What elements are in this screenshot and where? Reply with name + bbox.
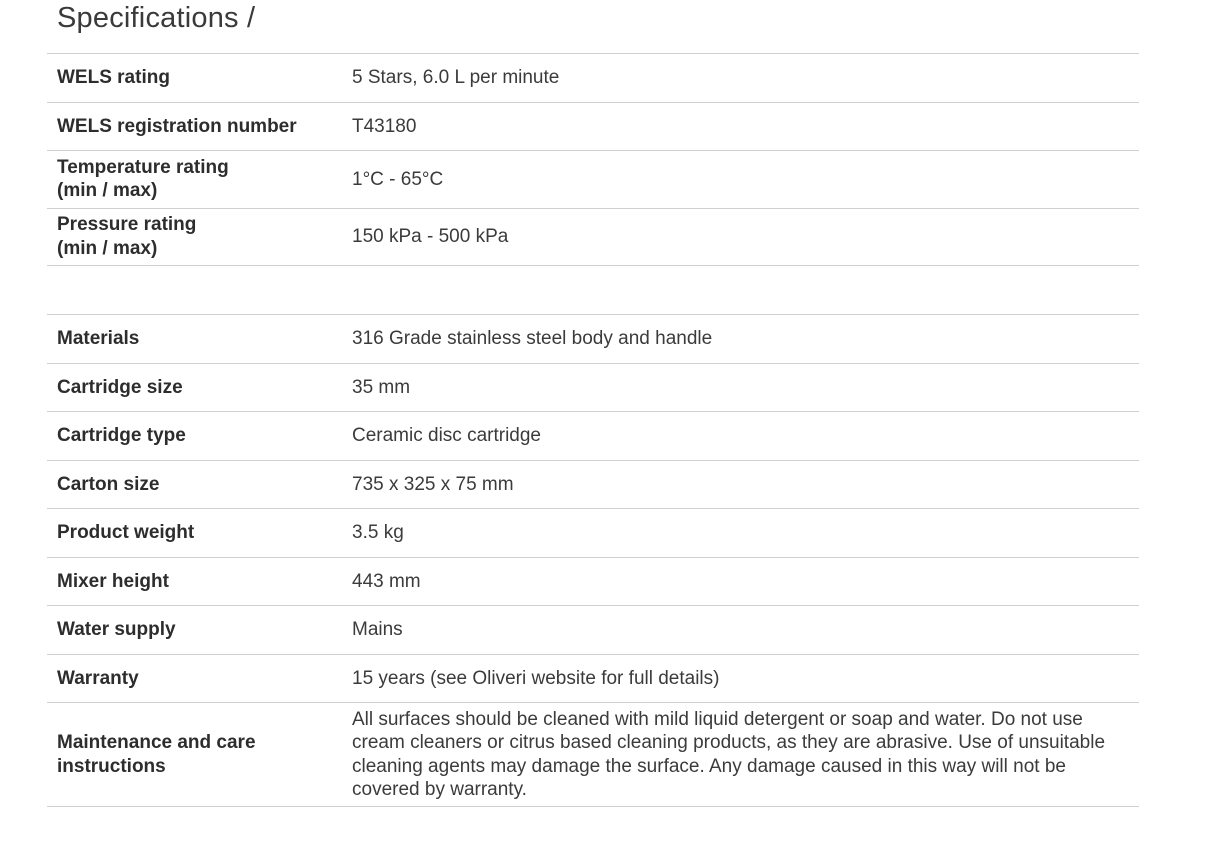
spec-label-line: Maintenance and care: [57, 732, 256, 753]
spec-label: Materials: [57, 328, 140, 349]
spec-value-line: cream cleaners or citrus based cleaning products, as they are abrasive. Use of unsuitable: [352, 732, 1106, 753]
spec-value: 1°C - 65°C: [352, 168, 444, 190]
spec-label-line: Temperature rating: [57, 156, 229, 178]
spec-value: T43180: [352, 115, 417, 137]
spec-row-cartridge-type: [47, 412, 1139, 461]
spec-label: Warranty: [57, 667, 139, 689]
spec-row-product-weight: [47, 509, 1139, 558]
spec-row-warranty: [47, 654, 1139, 703]
spec-row-materials: [47, 315, 1139, 364]
spec-row-carton-size: [47, 460, 1139, 509]
page-title: Specifications /: [57, 2, 256, 34]
spec-value-line: cleaning agents may damage the surface. Any damage caused in this way will not be: [352, 755, 1066, 777]
spec-value: Mains: [352, 619, 403, 640]
spec-value: [352, 703, 1139, 807]
spec-value: 35 mm: [352, 376, 411, 398]
spec-value: 443 mm: [352, 570, 421, 592]
spec-label: [47, 703, 352, 807]
spec-label: WELS rating: [57, 67, 170, 88]
spec-value: 15 years (see Oliveri website for full details): [352, 667, 720, 689]
spec-label: WELS registration number: [57, 115, 297, 137]
spec-row-cartridge-size: [47, 363, 1139, 412]
spec-label: Cartridge size: [57, 376, 183, 398]
spec-value: 3.5 kg: [352, 522, 404, 543]
spec-row-temperature-rating: [47, 151, 1139, 209]
spec-row-water-supply: [47, 606, 1139, 655]
spec-label: Product weight: [57, 522, 195, 543]
spec-value: 150 kPa - 500 kPa: [352, 226, 509, 247]
spec-row-maintenance: [47, 703, 1139, 807]
spec-label: [47, 151, 352, 209]
spec-value-line: All surfaces should be cleaned with mild liquid detergent or soap and water. Do not use: [352, 708, 1083, 730]
spec-value-line: covered by warranty.: [352, 779, 527, 800]
spec-row-wels-registration: [47, 102, 1139, 151]
spec-row-mixer-height: [47, 557, 1139, 606]
spec-label: Mixer height: [57, 570, 169, 592]
spec-value: 316 Grade stainless steel body and handle: [352, 328, 713, 349]
spec-table-performance: [47, 53, 1139, 266]
spec-label: Water supply: [57, 619, 176, 640]
spec-label: [47, 208, 352, 266]
spec-label-line: (min / max): [57, 237, 158, 259]
spec-value: 5 Stars, 6.0 L per minute: [352, 67, 560, 88]
spec-value: Ceramic disc cartridge: [352, 425, 541, 446]
spec-label-line: instructions: [57, 755, 166, 777]
spec-label: Carton size: [57, 473, 160, 495]
spec-row-pressure-rating: [47, 208, 1139, 266]
spec-label-line: Pressure rating: [57, 214, 197, 236]
spec-label-line: (min / max): [57, 180, 158, 202]
spec-value: 735 x 325 x 75 mm: [352, 473, 514, 495]
spec-label: Cartridge type: [57, 425, 186, 446]
spec-table-product: [47, 314, 1139, 807]
spec-row-wels-rating: [47, 54, 1139, 103]
